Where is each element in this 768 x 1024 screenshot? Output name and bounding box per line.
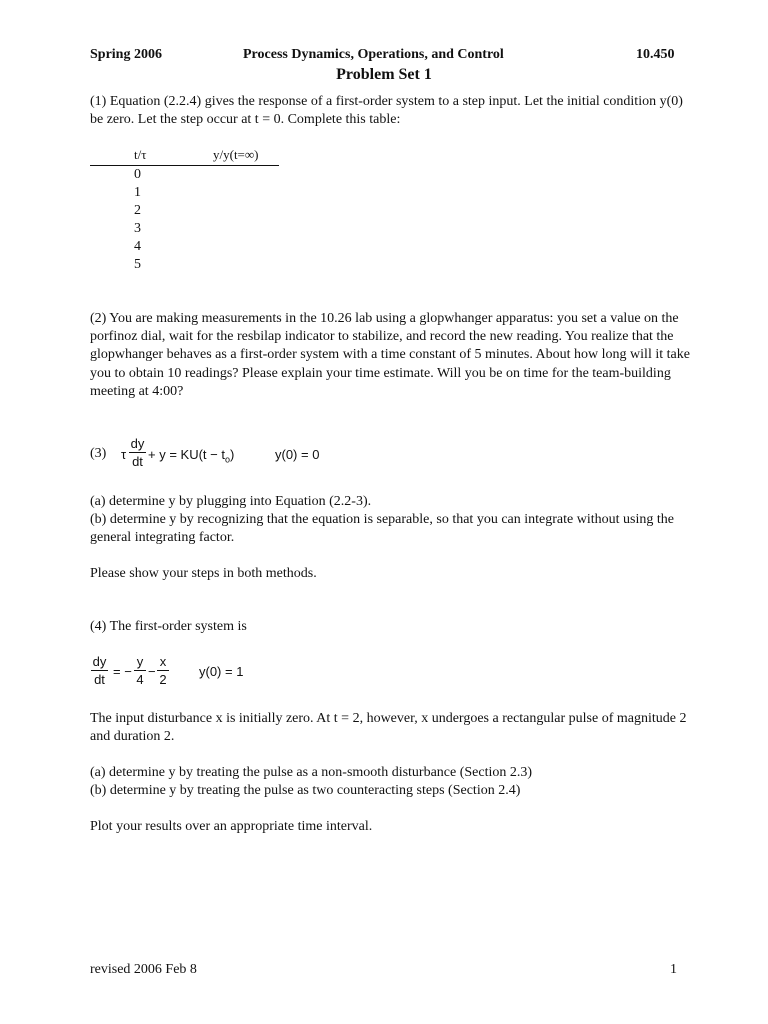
equals-minus: = −	[113, 664, 132, 679]
header-course-title: Process Dynamics, Operations, and Control	[243, 47, 504, 62]
header-course-number: 10.450	[636, 47, 675, 62]
fraction-numerator: dy	[130, 436, 145, 451]
fraction-numerator: dy	[92, 654, 107, 669]
table-header-rule	[90, 165, 279, 166]
problem-4-intro: (4) The first-order system is	[90, 619, 247, 634]
table-row: 5	[134, 257, 141, 272]
problem-1-text: (1) Equation (2.2.4) gives the response of a first-order system to a step input. Let the initial condition y(0) be zero. Let the step occur at t = 0. Complete this table:	[90, 94, 683, 128]
problem-2-text: (2) You are making measurements in the 10.26 lab using a glopwhanger apparatus: you set a value on the porfinoz dial, wait for the resbilap indicator to stabilize, and record the new reading. You realize that the glopwhanger behaves as a first-order system with a time constant of 5 minutes. About how long will it take you to obtain 10 readings? Please explain your time estimate. Will you be on time for the team-building meeting at 4:00?	[90, 311, 690, 399]
fraction-denominator: 4	[136, 672, 144, 687]
fraction-bar	[129, 452, 146, 453]
header-term: Spring 2006	[90, 47, 162, 62]
table-header-t-over-tau: t/τ	[134, 147, 147, 162]
problem-4-part-a: (a) determine y by treating the pulse as a non-smooth disturbance (Section 2.3)	[90, 765, 533, 780]
table-row: 3	[134, 221, 141, 236]
table-row: 2	[134, 203, 141, 218]
problem-4-part-b: (b) determine y by treating the pulse as two counteracting steps (Section 2.4)	[90, 783, 521, 798]
derivative-fraction	[129, 436, 146, 469]
page-number: 1	[670, 962, 677, 977]
problem-4-text: The input disturbance x is initially zero. At t = 2, however, x undergoes a rectangular pulse of magnitude 2 and duration 2.	[90, 711, 687, 745]
closing-paren: )	[229, 447, 235, 462]
subscript-o: o	[224, 454, 230, 465]
fraction-denominator: dt	[132, 454, 143, 469]
initial-condition: y(0) = 0	[275, 447, 320, 462]
page-title: Problem Set 1	[336, 66, 432, 83]
problem-3-part-a: (a) determine y by plugging into Equation (2.2-3).	[90, 494, 372, 509]
table-row: 4	[134, 239, 141, 254]
problem-3-label: (3)	[90, 446, 107, 461]
fraction-denominator: dt	[94, 672, 105, 687]
fraction-bar	[134, 670, 146, 671]
fraction-bar	[91, 670, 108, 671]
derivative-fraction	[91, 654, 108, 687]
initial-condition: y(0) = 1	[199, 664, 244, 679]
fraction-numerator: y	[136, 654, 144, 669]
problem-3-part-b: (b) determine y by recognizing that the equation is separable, so that you can integrate without using the general integrating factor.	[90, 512, 674, 546]
fraction-bar	[157, 670, 169, 671]
fraction-denominator: 2	[159, 672, 167, 687]
problem-4-note: Plot your results over an appropriate time interval.	[90, 819, 373, 834]
table-row: 1	[134, 185, 141, 200]
table-header-y-ratio: y/y(t=∞)	[213, 147, 259, 162]
equation-rhs-text: + y = KU(t − t	[148, 447, 225, 462]
tau-symbol: τ	[121, 447, 127, 462]
x-over-2-fraction	[157, 654, 169, 687]
table-row: 0	[134, 167, 141, 182]
minus-sign: −	[148, 664, 156, 679]
problem-3-note: Please show your steps in both methods.	[90, 566, 317, 581]
y-over-4-fraction	[134, 654, 146, 687]
equation-rhs	[148, 447, 234, 465]
fraction-numerator: x	[159, 654, 167, 669]
footer-revision: revised 2006 Feb 8	[90, 962, 197, 977]
